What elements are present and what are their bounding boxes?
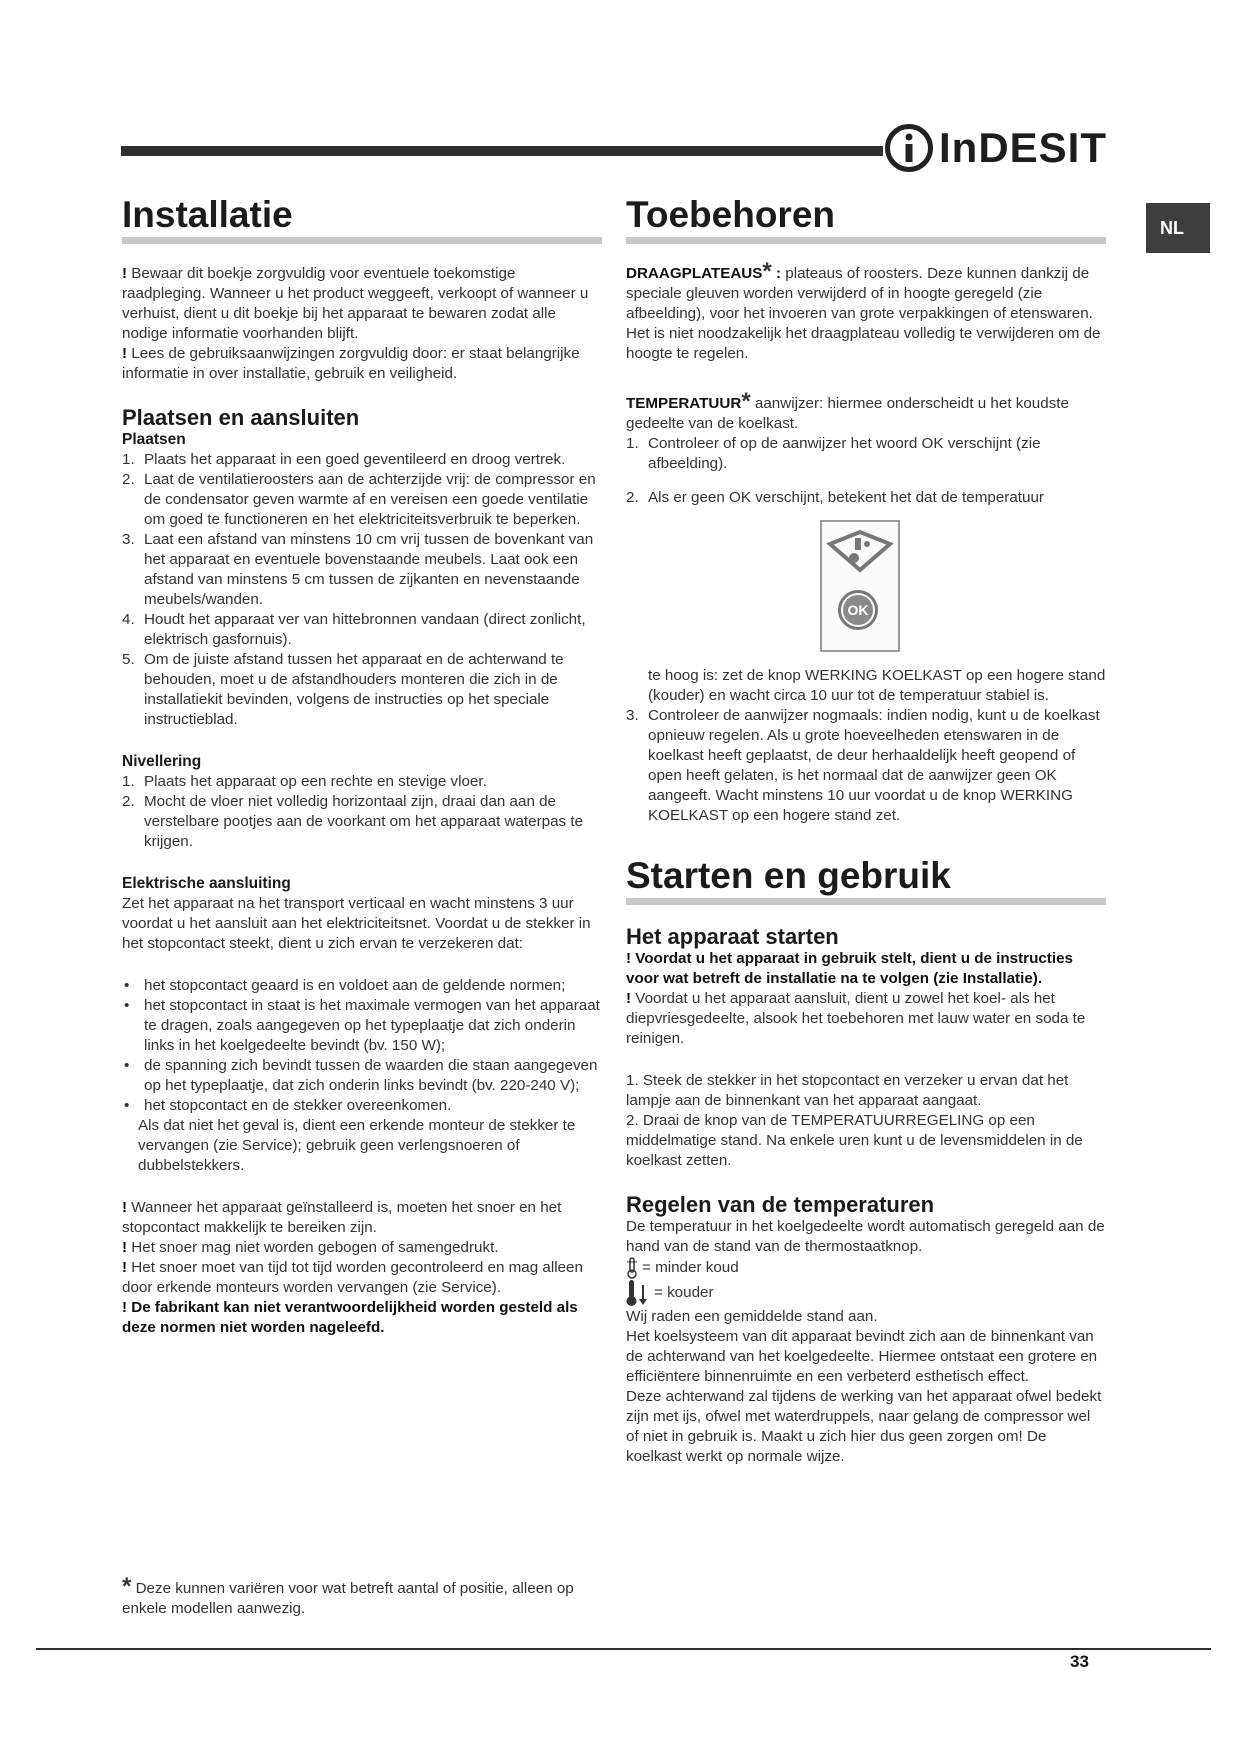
thermometer-warm-icon <box>626 1257 638 1279</box>
list-item: • de spanning zich bevindt tussen de waarden die staan aangegeven op het typeplaatje, dat zich onderin links bevindt (bv. 220-240 V); <box>124 1057 598 1094</box>
warning-2: ! Het snoer mag niet worden gebogen of samengedrukt. <box>122 1239 499 1256</box>
temperature-indicator-icon <box>822 522 898 650</box>
list-item: 3. Controleer de aanwijzer nogmaals: indien nodig, kunt u de koelkast opnieuw regelen. Als u grote hoeveelheden etenswaren in de koelkast heeft geplaatst, de deur herhaaldelijk heeft geopend of open heeft gelaten, is het normaal dat de aanwijzer geen OK aangeeft. Wacht minstens 10 uur voordat u de knop WERKING KOELKAST op een hogere stand zet. <box>626 707 1100 824</box>
list-item: 1. Controleer of op de aanwijzer het woord OK verschijnt (zie afbeelding). <box>626 435 1041 472</box>
ok-badge: OK <box>838 590 878 630</box>
list-item: 2. Mocht de vloer niet volledig horizontaal zijn, draai dan aan de verstelbare pootjes aan de voorkant om het apparaat waterpas te krijgen. <box>122 793 584 850</box>
list-item: • het stopcontact en de stekker overeenkomen. <box>124 1097 452 1114</box>
temp-list-2 <box>626 488 1106 508</box>
list-item: 3. Laat een afstand van minstens 10 cm vrij tussen de bovenkant van het apparaat en eventuele bovenstaande meubels. Laat ook een afstand van minstens 5 cm tussen de zijkanten en nevenstaande meubels/wanden. <box>122 531 594 608</box>
thermometer-cold-icon <box>626 1279 650 1307</box>
starten-title: Starten en gebruik <box>626 856 1106 905</box>
brand-wordmark: InDESIT <box>939 124 1108 171</box>
colder-row: = kouder <box>626 1279 1106 1307</box>
regulate-paragraph-3: Het koelsysteem van dit apparaat bevindt zich aan de binnenkant van de achterwand van het koelgedeelte. Hiermee ontstaat een grotere en efficiëntere binnenruimte en een verbeterd esthetisch effect. <box>626 1328 1098 1385</box>
temp-list-3 <box>626 706 1106 826</box>
intro-paragraph-1: ! Bewaar dit boekje zorgvuldig voor eventuele toekomstige raadpleging. Wanneer u het product weggeeft, verkoopt of wanneer u verhuist, dient u dit boekje bij het apparaat te bewaren zodat alle nodige informatie voorhanden blijft. <box>122 265 589 342</box>
list-item: • het stopcontact geaard is en voldoet aan de geldende normen; <box>124 977 566 994</box>
leveling-subheading: Nivellering <box>122 753 202 770</box>
electric-subheading: Elektrische aansluiting <box>122 875 291 892</box>
list-item: 4. Houdt het apparaat ver van hittebronnen vandaan (direct zonlicht, elektrisch gasfornuis). <box>122 611 586 648</box>
temp-continued: te hoog is: zet de knop WERKING KOELKAST op een hogere stand (kouder) en wacht circa 10 uur tot de temperatuur stabiel is. <box>648 667 1106 704</box>
list-item: 2. Als er geen OK verschijnt, betekent het dat de temperatuur <box>626 489 1044 506</box>
start-warning: ! Voordat u het apparaat in gebruik stelt, dient u de instructies voor wat betreft de installatie na te volgen (zie Installatie). <box>626 950 1073 987</box>
start-step-2: 2. Draai de knop van de TEMPERATUURREGELING op een middelmatige stand. Na enkele uren kunt u de levensmiddelen in de koelkast zetten. <box>626 1112 1083 1169</box>
regulate-paragraph-4: Deze achterwand zal tijdens de werking van het apparaat ofwel bedekt zijn met ijs, ofwel met waterdruppels, naar gelang de compressor wel of niet in gebruik is. Maakt u zich hier dus geen zorgen om! De koelkast werkt op normale wijze. <box>626 1388 1102 1465</box>
start-warning-2: ! Voordat u het apparaat aansluit, dient u zowel het koel- als het diepvriesgedeelte, alsook het toebehoren met lauw water en soda te reinigen. <box>626 990 1086 1047</box>
list-item: 2. Laat de ventilatieroosters aan de achterzijde vrij: de compressor en de condensator geven warmte af en vereisen een goede ventilatie om goed te functioneren en het elektriciteitsverbruik te beperken. <box>122 471 596 528</box>
language-tab: NL <box>1146 203 1210 253</box>
regulate-paragraph-2: Wij raden een gemiddelde stand aan. <box>626 1308 878 1325</box>
warning-3: ! Het snoer moet van tijd tot tijd worden gecontroleerd en mag alleen door erkende monteurs worden vervangen (zie Service). <box>122 1259 583 1296</box>
less-cold-row: = minder koud <box>626 1257 1106 1279</box>
installatie-title: Installatie <box>122 195 602 244</box>
placing-list <box>122 450 602 730</box>
regulate-heading: Regelen van de temperaturen <box>626 1192 935 1217</box>
temp-paragraph: TEMPERATUUR* aanwijzer: hiermee onderscheidt u het koudste gedeelte van de koelkast. <box>626 388 1069 432</box>
list-item: 1. Plaats het apparaat in een goed geventileerd en droog vertrek. <box>122 451 566 468</box>
trays-paragraph: DRAAGPLATEAUS* : plateaus of roosters. Deze kunnen dankzij de speciale gleuven worden verwijderd of in hoogte geregeld (zie afbeelding), voor het invoeren van grote verpakkingen of etenswaren. Het is niet noodzakelijk het draagplateau volledig te verwijderen om de hoogte te regelen. <box>626 258 1101 362</box>
list-item: • het stopcontact in staat is het maximale vermogen van het apparaat te dragen, zoals aangegeven op het typeplaatje dat zich onderin links in het koelgedeelte bevindt (bv. 150 W); <box>124 997 600 1054</box>
intro-paragraph-2: ! Lees de gebruiksaanwijzingen zorgvuldig door: er staat belangrijke informatie in over installatie, gebruik en veiligheid. <box>122 345 580 382</box>
list-item: 5. Om de juiste afstand tussen het apparaat en de achterwand te behouden, moet u de afstandhouders monteren die zich in de installatiekit bevinden, volgens de instructies op het speciale instructieblad. <box>122 651 564 728</box>
footer-rule <box>36 1648 1211 1650</box>
electric-bullets <box>122 976 602 1116</box>
placing-subheading: Plaatsen <box>122 431 186 448</box>
right-column <box>626 195 1106 1467</box>
bullet-note: Als dat niet het geval is, dient een erkende monteur de stekker te vervangen (zie Service); gebruik geen verlengsnoeren of dubbelstekkers. <box>138 1117 576 1174</box>
regulate-paragraph: De temperatuur in het koelgedeelte wordt automatisch geregeld aan de hand van de stand van de thermostaatknop. <box>626 1218 1105 1255</box>
leveling-list <box>122 772 602 852</box>
start-step-1: 1. Steek de stekker in het stopcontact en verzeker u ervan dat het lampje aan de binnenkant van het apparaat aangaat. <box>626 1072 1069 1109</box>
temperature-indicator-figure <box>820 520 900 652</box>
page-number: 33 <box>1070 1652 1089 1671</box>
temp-list <box>626 434 1106 474</box>
warning-1: ! Wanneer het apparaat geïnstalleerd is, moeten het snoer en het stopcontact makkelijk te bereiken zijn. <box>122 1199 562 1236</box>
indesit-i-icon <box>885 124 933 172</box>
warning-4: ! De fabrikant kan niet verantwoordelijkheid worden gesteld als deze normen niet worden nageleefd. <box>122 1299 578 1336</box>
header-rule <box>121 146 883 156</box>
placing-heading: Plaatsen en aansluiten <box>122 405 360 430</box>
list-item: 1. Plaats het apparaat op een rechte en stevige vloer. <box>122 773 487 790</box>
toebehoren-title: Toebehoren <box>626 195 1106 244</box>
footnote: * Deze kunnen variëren voor wat betreft aantal of positie, alleen op enkele modellen aanwezig. <box>122 1573 574 1617</box>
brand-logo <box>885 118 1107 178</box>
left-column <box>122 195 602 1338</box>
electric-paragraph: Zet het apparaat na het transport verticaal en wacht minstens 3 uur voordat u het aansluit aan het elektriciteitsnet. Voordat u de stekker in het stopcontact steekt, dient u zich ervan te verzekeren dat: <box>122 895 591 952</box>
start-heading: Het apparaat starten <box>626 924 839 949</box>
